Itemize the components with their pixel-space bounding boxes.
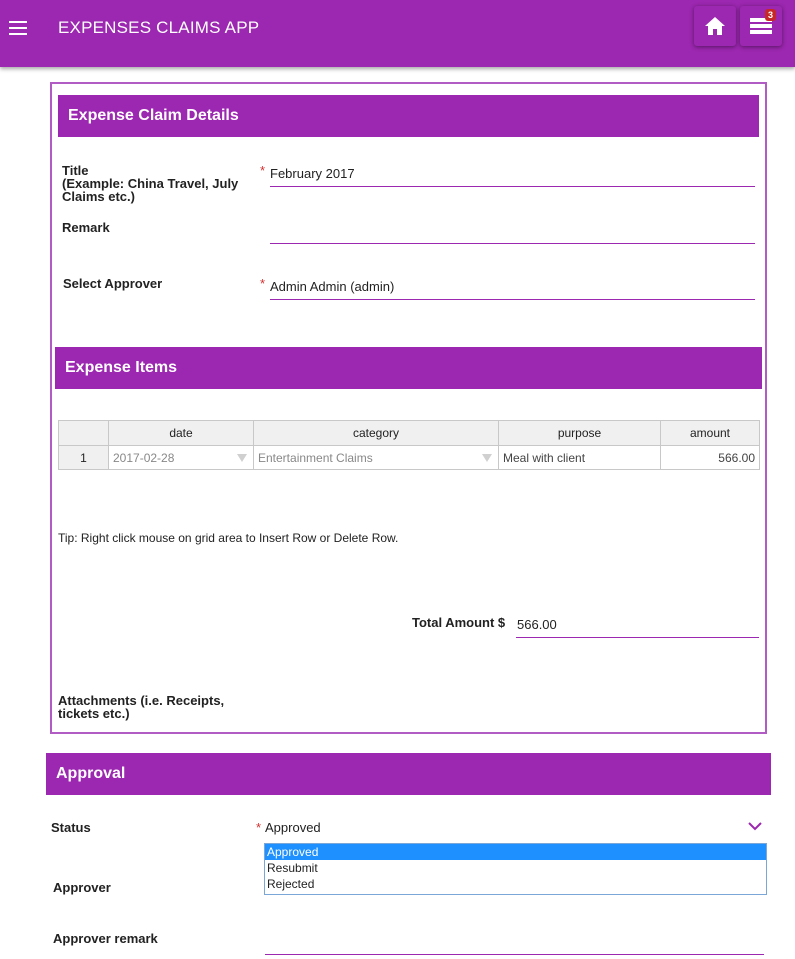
expense-items-grid[interactable] (58, 420, 760, 470)
status-option-rejected[interactable]: Rejected (267, 877, 315, 891)
approver-required-mark: * (260, 276, 266, 291)
expense-items-header: Expense Items (55, 347, 762, 389)
grid-corner-cell (59, 421, 109, 446)
status-option-approved[interactable]: Approved (265, 844, 766, 860)
approver-remark-label: Approver remark (53, 931, 158, 946)
title-label: Title (Example: China Travel, July Claims etc.) (62, 163, 239, 204)
status-option-resubmit[interactable]: Resubmit (267, 861, 318, 875)
total-amount-label: Total Amount $ (412, 615, 506, 630)
amount-cell[interactable]: 566.00 (661, 446, 760, 470)
total-amount-field[interactable] (516, 612, 759, 638)
status-dropdown-list[interactable] (264, 843, 767, 895)
home-button[interactable] (694, 6, 736, 46)
hamburger-menu-icon[interactable] (9, 21, 27, 35)
approver-remark-input[interactable] (265, 929, 764, 955)
approval-header: Approval (46, 753, 771, 795)
grid-header-row (59, 421, 760, 446)
tasks-button[interactable] (740, 6, 782, 46)
tasks-count-badge: 3 (765, 9, 776, 21)
title-required-mark: * (260, 163, 266, 178)
chevron-down-icon[interactable] (748, 821, 762, 831)
grid-tip-text: Tip: Right click mouse on grid area to Insert Row or Delete Row. (58, 531, 399, 545)
approver-select-input[interactable] (270, 274, 755, 300)
app-header (0, 0, 795, 67)
status-select[interactable]: Approved (265, 820, 321, 835)
status-label: Status (51, 820, 91, 835)
dropdown-arrow-icon[interactable] (237, 454, 247, 462)
home-icon (704, 16, 726, 36)
column-header-amount[interactable]: amount (661, 421, 760, 446)
attachments-label: Attachments (i.e. Receipts, tickets etc.) (58, 693, 225, 721)
remark-label: Remark (62, 220, 110, 235)
select-approver-label: Select Approver (63, 276, 163, 291)
category-cell[interactable] (254, 446, 499, 470)
remark-input[interactable] (270, 218, 755, 244)
category-value: Entertainment Claims (258, 450, 373, 465)
column-header-purpose[interactable]: purpose (499, 421, 661, 446)
column-header-date[interactable]: date (109, 421, 254, 446)
date-value: 2017-02-28 (113, 450, 175, 465)
dropdown-arrow-icon[interactable] (482, 454, 492, 462)
approver-label: Approver (53, 880, 111, 895)
column-header-category[interactable]: category (254, 421, 499, 446)
purpose-cell[interactable]: Meal with client (499, 446, 661, 470)
row-number[interactable]: 1 (59, 446, 109, 470)
app-title: EXPENSES CLAIMS APP (58, 18, 260, 37)
table-row[interactable] (59, 446, 760, 470)
title-input[interactable] (270, 161, 755, 187)
status-required-mark: * (256, 820, 262, 835)
claim-details-header: Expense Claim Details (58, 95, 759, 137)
date-cell[interactable] (109, 446, 254, 470)
